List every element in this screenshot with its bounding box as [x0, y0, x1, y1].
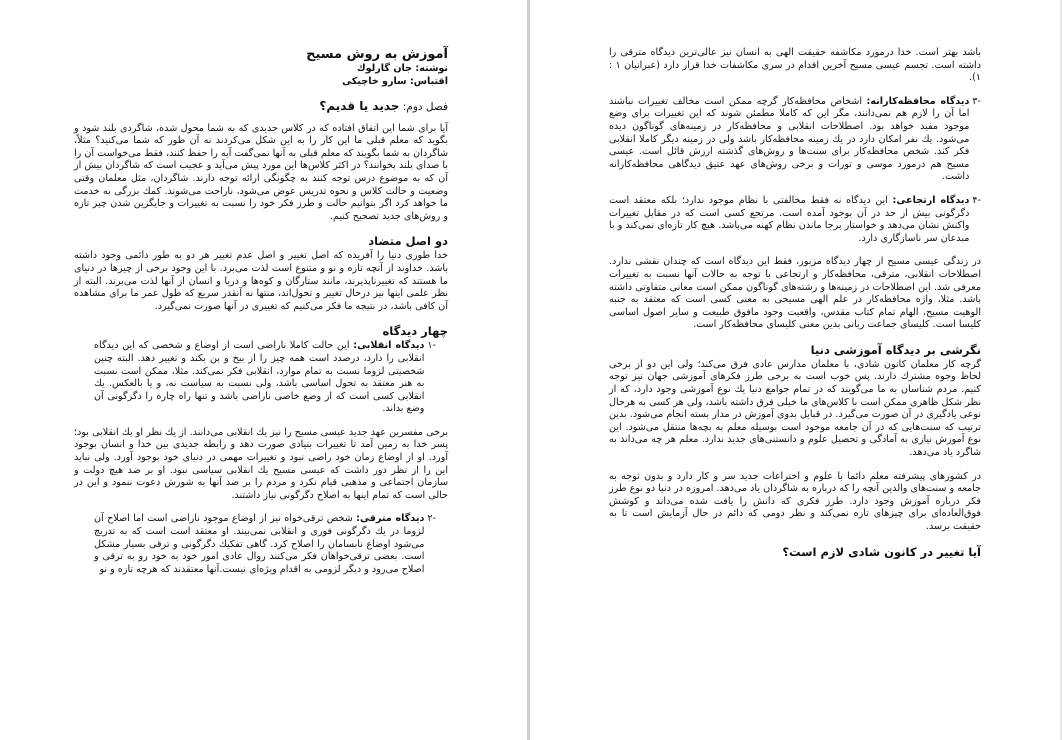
list-item-revolutionary — [74, 340, 448, 416]
left-column — [74, 47, 448, 587]
item-number: -۴ — [972, 194, 981, 206]
heading-world-view: نگرشی بر دیدگاه آموزشی دنیا — [810, 342, 981, 357]
item-text: این دیدگاه نه فقط مخالفتی با نظام موجود ندارد؛ بلكه معتقد است دگرگونی بیش از حد در آن بوجود آمده است. مرتجع كسی است كه در مقابل تغییرات واكنش نشان می‌دهد و خواستار برجا ماندن نظام كهنه می‌باشد. هیچ كار تازه‌ای نمی‌كند و با مبدعان سر ناسازگاری دارد. — [609, 194, 970, 244]
item-label: دیدگاه محافظه‌كارانه: — [866, 95, 970, 107]
chapter-title: جدید یا قدیم؟ — [319, 99, 400, 113]
world-paragraph: گرچه كار معلمان كانون شادی، با معلمان مدارس عادی فرق می‌كند؛ ولی این دو از برخی لحاظ وجوه مشترك دارند. پس خوب است به برخی طرز فكرهای آموزشی جهان نیز توجه كنیم. مردم شناسان به ما می‌گویند كه در تمام جوامع دنیا یك نوع آموزشی وجود دارد، كه از نظر شكل ظاهری ممكن است با كلاس‌های ما خیلی فرق داشته باشد، ولی هر كسی به هرحال نوعی یادگیری در آن صورت می‌گیرد. در قبایل بدوی آموزش در مدار بسته انجام می‌شود. بدین ترتیب كه سنت‌هایی كه در آن جامعه موجود است بوسیله معلم به بچه‌ها منتقل می‌شود. این نوع آموزش نیازی به آمادگی و تحصیل علوم و دانستنی‌های جدید ندارد. معلم هر چه می‌داند به شاگرد یاد می‌دهد. — [609, 358, 981, 459]
chapter-prefix: فصل دوم: — [402, 101, 448, 113]
item-label: دیدگاه مترقی: — [356, 513, 425, 525]
terms-paragraph: در زندگی عیسی مسیح از چهار دیدگاه مزبور، فقط این دیدگاه است كه چندان نقشی ندارد. اصطلاحات انقلابی، مترقی، محافظه‌كار و ارتجاعی با توجه به حالات آنها نسبت به تغییرات معرفی شد. این اصطلاحات در زمینه‌ها و رشته‌های گوناگون ممكن است معانی متفاوتی داشته باشد. مثلا، واژه محافظه‌كار در علم الهی مسیحی به معنی كسی است كه معتقد به جنبه الوهیت مسیح، الهام تمام كتاب مقدس، واقعیت وجود مافوق طبیعت و سایر اصول اساسی كلیسا است. كلیسای جماعت ربانی بدین معنی كلیسای محافظه‌كار است. — [609, 256, 981, 331]
intro-paragraph: آیا برای شما این اتفاق افتاده كه در كلاس جدیدی كه به شما محول شده، شاگردی بلند شود و بگوید كه معلم قبلی ما این كار را به این شكل می‌كردند نه آن طور كه شما می‌كنید؟ مثلاً، شاگردان به شما بگویند كه معلم قبلی به آنها نمی‌گفت آیه را حفظ كنند، فقط می‌خواست آن را با صدای بلند بخوانند؟ در اكثر كلاس‌ها این مورد پیش می‌آید و عجیب است كه شاگردان بیش از آن كه به موضوع درس توجه كنند به چگونگی ارائه توجه دارند. شاگردان، مثل معلمان وقتی وضعیت و حالت كلاس و نحوه تدریس عوض می‌شود، ناراحت می‌شوند. كمك بزرگی به خدمت ما خواهد كرد اگر بتوانیم حالت و طرز فكر خود را نسبت به تغییرات و جایگزین شدن چیز تازه و روش‌های جدید تصحیح كنیم. — [74, 122, 448, 222]
list-item-reactionary — [609, 195, 981, 245]
continuation-paragraph: باشد بهتر است. خدا درمورد مكاشفه حقیقت الهی به انسان نیز عالی‌ترین دیدگاه مترقی را داشته است. تجسم عیسی مسیح آخرین اقدام در سری مكاشفات خدا قرار دارد (عبرانیان ۱ : ۱). — [609, 47, 981, 84]
item-number: -۲ — [427, 513, 436, 525]
item-text: شخص ترقی‌خواه نیز از اوضاع موجود ناراضی است اما اصلاح آن لزوما در یك دگرگونی فوری و انقلابی نمی‌بیند. او معتقد است است كه به تدریج می‌شود اوضاع نابسامان را اصلاح كرد. گاهی تفكیك دگرگونی و ترقی بسیار مشكل است. بعضی ترقی‌خواهان فكر می‌كنند روال عادی امور خود به خود رو به ترقی و اصلاح می‌رود و دیگر لزومی به اقدام ویژه‌ای نیست.آنها معتقدند كه هرچه تازه و نو — [94, 513, 425, 575]
author-line: نوشته: جان گارلوك — [356, 63, 448, 74]
left-page — [0, 0, 527, 740]
list-item-conservative — [609, 96, 981, 184]
item-text: اشخاص محافظه‌كار گرچه ممكن است مخالف تغییرات نباشند اما آن را لازم هم نمی‌دانند، مگر این كه كاملا مطمئن شوند كه این تغییرات برای وضع موجود مفید خواهد بود. اصطلاحات انقلابی و محافظه‌كار در زمینه‌های گوناگون دیده می‌شود. یك نفر امكان دارد در یك زمینه محافظه‌كار باشد ولی در زمینه دیگر كاملا انقلابی فكر كند. شخص محافظه‌كار برای سنت‌ها و روش‌های گذشته ارزش قائل است. عیسی مسیح هم درمورد موسی و تورات و برخی روش‌های عهد عتیق دیدگاهی محافظه‌كارانه داشت. — [609, 95, 970, 183]
item-label: دیدگاه انقلابی: — [353, 340, 425, 352]
heading-two-principles: دو اصل متضاد — [368, 234, 448, 249]
item-number: -۱ — [427, 340, 436, 352]
list-item-progressive — [74, 513, 448, 576]
item-number: -۳ — [972, 95, 981, 107]
document-title: آموزش به روش مسیح — [306, 47, 448, 62]
adapter-line: اقتباس: سارو خاچیكی — [342, 75, 448, 87]
right-column — [609, 47, 981, 561]
heading-change-question: آیا تغییر در كانون شادی لازم است؟ — [782, 544, 981, 559]
item-text: این حالت كاملا ناراضی است از اوضاع و شخصی كه این دیدگاه انقلابی را دارد، درصدد است همه چیز را از بیخ و بن بكند و تغییر دهد. البته چنین شخصیتی لزوما نسبت به تمام موارد، انقلابی فكر نمی‌كند. مثلا، ممكن است نسبت به هنر معتقد به تحول اساسی باشد، ولی نسبت به سیاست نه، و یا بالعكس. یك انقلابی كسی است كه از وضع خاصی ناراضی باشد و تنها راه چاره را دگرگونی آن وضع بداند. — [94, 340, 425, 415]
opposites-paragraph: خدا طوری دنیا را آفریده كه اصل تغییر و اصل عدم تغییر هر دو به طور دائمی وجود داشته باشد. خداوند از آنچه تازه و نو و متنوع است لذت می‌برد. با این وجود برخی از چیزها در دنیای ما هستند كه تغییرناپذیرند، مانند ستارگان و كوه‌ها و دریا و انسان از آنها لذت می‌برند. البته از نظر علمی اینها نیز درحال تغییر و تحول‌اند، منتها نه آنقدر سریع كه طول عمر ما برای مشاهده آن كافی باشد، در نتیجه ما فكر می‌كنیم كه تغییری در آنها صورت نمی‌گیرد. — [74, 250, 448, 312]
right-page — [530, 0, 1060, 740]
item-label: دیدگاه ارتجاعی: — [892, 194, 970, 206]
advanced-paragraph: در كشورهای پیشرفته معلم دائما با علوم و اختراعات جدید سر و كار دارد و بدون توجه به جامعه و سنت‌های والدین آنچه را كه درباره به شاگردان یاد می‌دهد. امروزه در دنیا دو نوع طرز فكر درباره آموزش وجود دارد. طرز فكری كه دانش را یافت شده می‌داند و كوشش فوق‌العاده‌ای برای چیزهای تازه نمی‌كند و نظر دومی كه دائم در حال آزمایش است تا به حقیقت برسد. — [609, 470, 981, 532]
heading-four-views: چهار دیدگاه — [382, 324, 448, 339]
revolution-paragraph: برخی مفسرین عهد جدید عیسی مسیح را نیز یك انقلابی می‌دانند. از یك نظر او یك انقلابی بود؛ پسر خدا به زمین آمد تا تغییرات بنیادی صورت دهد و رابطه جدیدی بین خدا و انسان بوجود آورد. او از اوضاع زمان خود راضی نبود و تغییرات مهمی در دنیای خود بوجود آورد. ولی نباید این را از نظر دور داشت كه عیسی مسیح یك انقلابی سیاسی نبود. او بر ضد هیچ دولت و سازمان اجتماعی و مذهبی قیام نكرد و مردم را بر ضد آنها به شورش دعوت ننمود و این در حالی است كه تمام اینها به اصلاح دگرگونی نیاز داشتند. — [74, 426, 448, 501]
chapter-heading — [74, 100, 448, 114]
